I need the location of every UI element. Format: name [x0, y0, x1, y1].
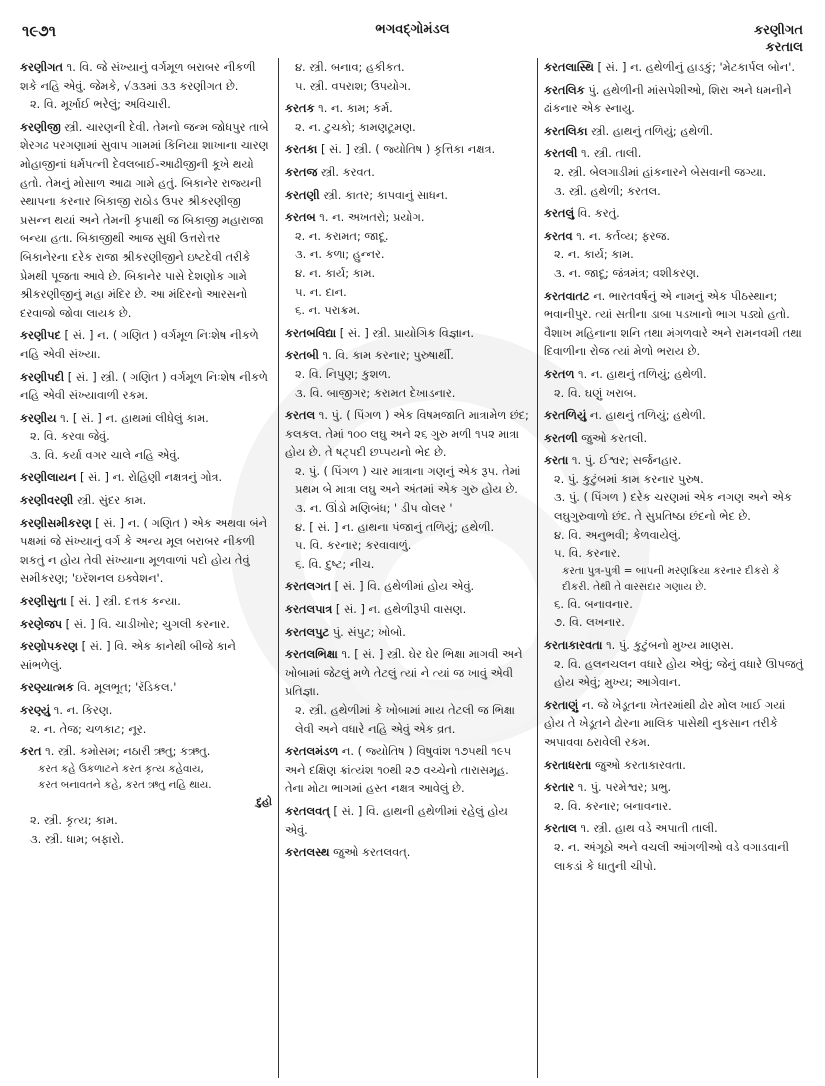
entry-first-line [544, 58, 808, 77]
headword: કરતવાતટ [544, 288, 590, 303]
headword: કરતલિકા [544, 123, 588, 138]
entry-first-line [20, 514, 272, 588]
column-3 [537, 58, 814, 1078]
dictionary-entry [285, 577, 531, 596]
guide-words [754, 22, 803, 56]
headword: કરતા [544, 453, 569, 468]
dictionary-entry [20, 742, 272, 848]
dictionary-entry [285, 843, 531, 862]
dictionary-entry [285, 406, 531, 573]
dictionary-entry [544, 696, 808, 752]
entry-first-line [285, 600, 531, 619]
dictionary-entry [544, 122, 808, 141]
entry-first-line [285, 99, 531, 118]
dictionary-entry [285, 186, 531, 205]
dictionary-entry [285, 324, 531, 343]
sense-item: ૩. સ્ત્રી. ધામ; બફારો. [30, 831, 125, 846]
sense-item: ૨. ન. કરામત; જાદૂ. [295, 228, 389, 243]
sense-item: ૩. ન. ઊંડો મણિબંધ; ' ડીપ વોલર ' [295, 501, 453, 516]
definition-text: જુઓ કરતલવત્. [333, 845, 411, 860]
sense-item: ૨. પું. ( પિંગળ ) ચાર માત્રાના ગણનું એક રૂપ. તેમાં પ્રથમ બે માત્રા લઘુ અને અંતમાં એક ગુરુ હોય છે. [295, 463, 521, 497]
definition-text: જુઓ કરતલી. [581, 430, 648, 445]
dictionary-entry [544, 81, 808, 118]
dictionary-entry [285, 600, 531, 619]
definition-text: [ સં. ] સ્ત્રી. ( જ્યોતિષ ) કૃત્તિકા નક્ષત્ર. [320, 142, 496, 157]
dictionary-entry [544, 227, 808, 283]
definition-text: ૧. સ્ત્રી. હાથ વડે અપાતી તાલી. [580, 821, 718, 836]
headword: કરત [20, 744, 42, 759]
sense-item: ૪. [ સં. ] ન. હાથના પંજાનું તળિયું; હથેળી. [295, 519, 495, 534]
entry-first-line [544, 451, 808, 470]
dictionary-entry [20, 592, 272, 611]
sense-item: ૩. વિ. કર્યા વગર ચાલે નહિ એવું. [30, 447, 181, 462]
sense-item: ૨. ન. ટુચકો; કામણટૂમણ. [295, 119, 416, 134]
headword: કરતલપુટ [285, 624, 330, 639]
headword: કરતળી [544, 430, 578, 445]
sense-item: ૩. ન. કળા; હુન્નર. [295, 247, 385, 262]
definition-text: જુઓ કરતાકારવતા. [594, 757, 686, 772]
definition-text: ૧. પું. પરમેશ્વર; પ્રભુ. [577, 780, 672, 795]
definition-text: ૧. ન. હાથનું તળિયું; હથેળી. [578, 366, 707, 381]
usage-note: કરતા પુત્ર-પુત્રી = બાપની મરણક્રિયા કરનાર દીકરો કે દીકરી. તેથી તે વારસદાર ગણાય છે. [562, 564, 780, 593]
dictionary-entry [544, 756, 808, 775]
definition-text: [ સં. ] ન. ( ગણિત ) એક અથવા બંને પક્ષમાં જે સંખ્યાનું વર્ગ કે અન્ય મૂલ બરાબર નીકળી શકતું ન હોય તેવી સંખ્યાના મૂળવાળાં પદો હોય તેવું સમીકરણ; 'ઇરૅશનલ ઇક્વેશન'. [20, 515, 268, 586]
entry-first-line [285, 742, 531, 798]
definition-text: ૧. સ્ત્રી. કમોસમ; નઠારી ઋતુ; કઋતુ. [45, 744, 211, 759]
quoted-verse-line: કરત બનાવતને કહે, કરત ઋતુ નહિ થાય. [38, 778, 212, 791]
headword: કરતાકારવતા [544, 638, 603, 653]
headword: કરતાણું [544, 697, 579, 712]
definition-text: પું. હથેળીની માંસપેશીઓ, શિરા અને ધમનીને ઢાંકનાર એક સ્નાયુ. [544, 82, 792, 116]
entry-first-line [20, 592, 272, 611]
entry-first-line [20, 118, 272, 323]
entry-first-line [20, 678, 272, 697]
entry-first-line [544, 204, 808, 223]
dictionary-entry [20, 368, 272, 405]
headword: કરણોપકરણ [20, 639, 78, 654]
sense-item: ૨. વિ. ઘણું ખરાબ. [554, 385, 637, 400]
quote-attribution: દુહો [256, 795, 272, 808]
sense-item: ૬. વિ. દુષ્ટ; નીચ. [295, 556, 375, 571]
headword: કરતબ [285, 210, 316, 225]
sense-item: ૫. વિ. કરનાર. [554, 546, 621, 561]
column-1 [14, 58, 278, 1078]
entry-first-line [544, 819, 808, 838]
definition-text: [ સં. ] વિ. હથેળીમાં હોય એવું. [334, 579, 475, 594]
entry-first-line [20, 491, 272, 510]
definition-text: ન. ભારતવર્ષનું એ નામનું એક પીઠસ્થાન; ભવાનીપુર. ત્યાં સતીના ડાબા પડખાનો ભાગ પડ્યો હતો. વૈશાખ મહિનાના શનિ તથા મંગળવારે અને રામનવમી તથા દિવાળીના રોજ ત્યાં મેળો ભરાય છે. [544, 288, 802, 359]
definition-text: [ સં. ] ન. રોહિણી નક્ષત્રનું ગોત્ર. [79, 470, 223, 485]
dictionary-entry [20, 615, 272, 634]
dictionary-entry [285, 163, 531, 182]
dictionary-entry [285, 99, 531, 136]
entry-first-line [544, 287, 808, 361]
headword: કરતલપાત્ર [285, 602, 333, 617]
sense-item: ૪. ન. કાર્ય; કામ. [295, 265, 376, 280]
definition-text: ૧. પું. ( પિંગળ ) એક વિષમજાતિ માત્રામેળ છંદ; કલકલ. તેમાં ૧૦૦ લઘુ અને ૨૬ ગુરુ મળી ૧૫૨ માત્રા હોય છે. તે ષટ્પદી છપ્પયનો ભેદ છે. [285, 408, 529, 460]
sense-item: ૨. સ્ત્રી. બેલગાડીમાં હાંકનારને બેસવાની જગ્યા. [554, 164, 767, 179]
entry-first-line [285, 163, 531, 182]
dictionary-entry [20, 326, 272, 363]
entry-first-line [285, 324, 531, 343]
sense-item: ૫. વિ. કરનાર; કરવાવાળું. [295, 538, 412, 553]
dictionary-entry [20, 514, 272, 588]
headword: કરણ્યાત્મક [20, 680, 74, 695]
definition-text: ૧. વિ. કામ કરનાર; પુરુષાર્થી. [322, 348, 454, 363]
dictionary-entry [20, 409, 272, 465]
sense-item: ૨. વિ. મૂર્ખાઈ ભરેલું; અવિચારી. [30, 97, 171, 112]
definition-text: ૧. વિ. જે સંખ્યાનું વર્ગમૂળ બરાબર નીકળી શકે નહિ એવું. જેમકે, √૩૩માં ૩૩ કરણીગત છે. [20, 60, 256, 93]
definition-text: [ સં. ] ન. હથેળીનું હાડકું; 'મેટકાર્પલ બોન'. [597, 60, 796, 74]
headword: કરતલવત્ [285, 803, 330, 818]
sense-item: ૬. ન. પરાક્રમ. [295, 303, 361, 318]
entry-first-line [20, 701, 272, 720]
headword: કરતલું [544, 206, 575, 221]
headword: કરતલાસ્થિ [544, 60, 594, 74]
sense-item: ૪. સ્ત્રી. બનાવ; હકીકત. [295, 60, 405, 74]
sense-item: ૨. વિ. નિપુણ; કુશળ. [295, 366, 392, 381]
headword: કરતજ [285, 164, 318, 179]
entry-first-line [20, 637, 272, 674]
definition-text: [ સં. ] સ્ત્રી. ( ગણિત ) વર્ગમૂળ નિઃશેષ નીકળે નહિ એવી સંખ્યાવાળી રકમ. [20, 369, 268, 403]
headword: કરણીપદી [20, 369, 65, 384]
definition-text: ન. હાથનું તળિયું; હથેળી. [589, 408, 706, 423]
page-header [0, 0, 825, 54]
headword: કરણીલાયન [20, 470, 77, 485]
dictionary-entry [20, 468, 272, 487]
headword: કરતક [285, 101, 315, 116]
definition-text: ૧. ન. અખતરો; પ્રયોગ. [319, 210, 425, 225]
headword: કરતવ [544, 228, 573, 243]
quoted-verse-line: કરત કહે ઉકળાટને કરત કૃત્ય કહેવાય, [38, 762, 204, 775]
headword: કરતલ [285, 408, 316, 423]
entry-first-line [544, 227, 808, 246]
dictionary-entry [285, 58, 531, 95]
headword: કરતણી [285, 187, 320, 202]
entry-first-line [20, 368, 272, 405]
entry-first-line [20, 326, 272, 363]
column-2 [278, 58, 537, 1078]
dictionary-entry [285, 140, 531, 159]
headword: કરતલિક [544, 82, 585, 97]
entry-first-line [285, 186, 531, 205]
entry-first-line [285, 346, 531, 365]
entry-first-line [285, 802, 531, 839]
definition-text: સ્ત્રી. કાતર; કાપવાનું સાધન. [323, 187, 448, 202]
headword: કરતલભિક્ષા [285, 647, 338, 662]
definition-text: ૧. પું. ઈશ્વર; સર્જનહાર. [571, 453, 682, 468]
headword: કરતલી [544, 146, 578, 161]
entry-first-line [285, 140, 531, 159]
dictionary-entry [544, 451, 808, 632]
sense-item: ૭. વિ. લખનાર. [554, 615, 625, 630]
headword: કરણીપદ [20, 328, 61, 343]
sense-item: ૩. વિ. બાજીગર; કરામત દેખાડનાર. [295, 385, 456, 400]
dictionary-entry [20, 701, 272, 738]
headword: કરણીસમીકરણ [20, 515, 92, 530]
headword: કરણ્યું [20, 703, 51, 717]
definition-text: ૧. ન. કર્તવ્ય; ફરજ. [576, 228, 670, 243]
headword: કરણીય [20, 410, 57, 425]
entry-first-line [544, 144, 808, 163]
definition-text: ૧. ન. કિરણ. [53, 703, 113, 717]
entry-first-line [544, 429, 808, 448]
definition-text: [ સં. ] વિ. એક કાનેથી બીજે કાને સાંભળેલું. [20, 639, 236, 672]
headword: કરતલમંડળ [285, 744, 339, 759]
definition-text: ૧. ન. કામ; કર્મ. [318, 101, 393, 116]
definition-text: ૧. [ સં. ] સ્ત્રી. ઘેર ઘેર ભિક્ષા માગવી અને ખોબામાં જેટલું મળે તેટલું ત્યાં ને ત્યાં જ ખાવું એવી પ્રતિજ્ઞા. [285, 647, 523, 699]
entry-first-line [544, 756, 808, 775]
entry-first-line [544, 365, 808, 384]
entry-first-line [20, 742, 272, 761]
entry-first-line [544, 636, 808, 655]
dictionary-entry [544, 287, 808, 361]
entry-first-line [285, 208, 531, 227]
dictionary-entry [285, 623, 531, 642]
headword: કરતકા [285, 142, 318, 157]
dictionary-entry [285, 802, 531, 839]
sense-item: ૨. સ્ત્રી. કૃત્ય; કામ. [30, 813, 118, 828]
dictionary-entry [544, 636, 808, 692]
entry-first-line [20, 409, 272, 428]
entry-first-line [285, 577, 531, 596]
sense-item: ૨. વિ. કરનાર; બનાવનાર. [554, 798, 672, 813]
dictionary-entry [544, 429, 808, 448]
sense-item: ૨. ન. તેજ; ચળકાટ; નૂર. [30, 721, 147, 736]
entry-first-line [20, 58, 272, 95]
definition-text: ન. ( જ્યોતિષ ) વિષુવાંશ ૧૭૫થી ૧૯૫ અને દક્ષિણ ક્રાંત્યંશ ૧૦થી ૨૭ વચ્ચેનો તારાસમૂહ. તેના મોટા ભાગમાં હસ્ત નક્ષત્ર આવેલું છે. [285, 744, 512, 796]
definition-text: ૧. સ્ત્રી. તાલી. [580, 146, 642, 161]
definition-text: ૧. [ સં. ] ન. હાથમાં લીધેલું કામ. [60, 410, 209, 425]
dictionary-entry [20, 637, 272, 674]
headword: કરતાર [544, 780, 575, 795]
sense-item: ૩. પું. ( પિંગળ ) દરેક ચરણમાં એક નગણ અને એક લઘુગુરુવાળો છંદ. તે સુપ્રતિષ્ઠા છંદનો ભેદ છે. [554, 490, 792, 524]
entry-first-line [285, 623, 531, 642]
definition-text: ન. જે ખેડૂતના ખેતરમાંથી ઢોર મોલ ખાઈ ગયાં હોય તે ખેડૂતને ઢોરના માલિક પાસેથી નુકસાન તરીકે અપાવવા ઠરાવેલી રકમ. [544, 697, 786, 749]
definition-text: સ્ત્રી. કરવત. [320, 164, 375, 179]
entry-first-line [20, 615, 272, 634]
dictionary-entry [20, 491, 272, 510]
sense-item: ૬. વિ. બનાવનાર. [554, 596, 633, 611]
entry-first-line [544, 778, 808, 797]
headword: કરતલસ્થ [285, 845, 330, 860]
guide-word-first: કરણીગત [753, 23, 803, 38]
dictionary-entry [285, 346, 531, 402]
entry-first-line [20, 468, 272, 487]
headword: કરતબવિદ્યા [285, 325, 337, 340]
entry-first-line [285, 645, 531, 701]
definition-text: સ્ત્રી. ચારણની દેવી. તેમનો જન્મ જોધપુર તાબે શેરગઢ પરગણામાં સુવાપ ગામમાં કિનિયા શાખાના ચારણ મોહાજીનાં ધર્મપત્ની દેવલબાઈ-આઢીજીની કૂખે થયો હતો. તેમનું મોસાળ આઢા ગામે હતું. બિકાનેર રાજ્યની સ્થાપના કરનાર બિકાજી રાઠોડ ઉપર શ્રીકરણીજી પ્રસન્ન થયાં અને તેમની કૃપાથી જ બિકાજી મહારાજા બન્યા હતા. બિકાજીથી આજ સુધી ઉત્તરોત્તર બિકાનેરના દરેક રાજા શ્રીકરણીજીને ઇષ્ટદેવી તરીકે પ્રેમથી પૂજતા આવે છે. બિકાનેર પાસે દેશણોક ગામે શ્રીકરણીજીનું મહા મંદિર છે. આ મંદિરનો આરસનો દરવાજો જોવા લાયક છે. [20, 119, 269, 320]
entry-first-line [544, 81, 808, 118]
headword: કરણીજી [20, 119, 61, 134]
sense-item: ૨. સ્ત્રી. હથેળીમાં કે ખોબામાં માય તેટલી જ ભિક્ષા લેવી અને વધારે નહિ એવું એક વ્રત. [295, 703, 515, 736]
dictionary-entry [544, 58, 808, 77]
headword: કરતાધરતા [544, 757, 592, 772]
entry-first-line [544, 122, 808, 141]
entry-first-line [544, 406, 808, 425]
sense-item: ૩. સ્ત્રી. હથેળી; કરતલ. [554, 183, 661, 198]
headword: કરણીસુતા [20, 594, 67, 609]
entry-first-line [544, 696, 808, 752]
definition-text: [ સં. ] સ્ત્રી. દત્તક કન્યા. [70, 594, 181, 609]
headword: કરણીગત [20, 60, 63, 74]
definition-text: [ સં. ] વિ. ચાડીખોર; ચુગલી કરનાર. [65, 616, 230, 631]
dictionary-entry [544, 819, 808, 875]
definition-text: સ્ત્રી. હાથનું તળિયું; હથેળી. [591, 123, 713, 138]
dictionary-entry [285, 645, 531, 738]
sense-item: ૫. સ્ત્રી. વપરાશ; ઉપયોગ. [295, 78, 411, 93]
definition-text: ૧. પું. કુટુંબનો મુખ્ય માણસ. [606, 638, 734, 653]
definition-text: [ સં. ] સ્ત્રી. પ્રાયોગિક વિજ્ઞાન. [339, 325, 475, 340]
dictionary-entry [544, 204, 808, 223]
running-title: ભગવદ્ગોમંડલ [375, 22, 450, 37]
headword: કરણીવરણી [20, 493, 74, 508]
dictionary-entry [544, 778, 808, 815]
page-number: ૧૯૭૧ [22, 22, 57, 40]
headword: કરતાલ [544, 821, 577, 836]
headword: કરતળિયું [544, 408, 587, 423]
headword: કરતળ [544, 366, 575, 381]
definition-text: વિ. મૂલભૂત; 'રૅડિકલ.' [77, 680, 177, 695]
dictionary-entry [20, 58, 272, 114]
entry-first-line [285, 406, 531, 462]
dictionary-entry [544, 144, 808, 200]
dictionary-entry [285, 742, 531, 798]
definition-text: [ સં. ] ન. હથેળીરૂપી વાસણ. [335, 602, 467, 617]
headword: કરણેજપ [20, 616, 63, 631]
definition-text: સ્ત્રી. સુંદર કામ. [76, 493, 147, 508]
definition-text: [ સં. ] ન. ( ગણિત ) વર્ગમૂળ નિઃશેષ નીકળે નહિ એવી સંખ્યા. [20, 328, 259, 361]
dictionary-entry [285, 208, 531, 320]
sense-item: ૨. વિ. હલનચલન વધારે હોય એવું; જેનું વધારે ઊપજતું હોય એવું; મુખ્ય; આગેવાન. [554, 656, 804, 690]
dictionary-entry [544, 365, 808, 402]
entry-first-line [285, 843, 531, 862]
dictionary-entry [20, 118, 272, 323]
dictionary-columns [14, 58, 814, 1078]
sense-item: ૨. વિ. કરવા જેવું. [30, 429, 110, 444]
definition-text: પું. સંપુટ; ખોબો. [332, 624, 406, 639]
sense-item: ૩. ન. જાદૂ; જંત્રમંત્ર; વશીકરણ. [554, 265, 700, 280]
dictionary-entry [20, 678, 272, 697]
sense-item: ૨. ન. અંગૂઠો અને વચલી આંગળીઓ વડે વગાડવાની લાકડાં કે ધાતુની ચીપો. [554, 839, 790, 873]
headword: કરતલગત [285, 579, 331, 594]
sense-item: ૪. વિ. અનુભવી; કેળવાયેલું. [554, 527, 682, 542]
headword: કરતબી [285, 348, 319, 363]
sense-item: ૨. ન. કાર્ય; કામ. [554, 247, 634, 262]
dictionary-entry [544, 406, 808, 425]
sense-item: ૫. ન. દાન. [295, 284, 347, 299]
sense-item: ૨. પું. કુટુંબમાં કામ કરનાર પુરુષ. [554, 471, 704, 486]
guide-word-last: કરતાલ [765, 40, 803, 55]
definition-text: [ સં. ] વિ. હાથની હથેળીમાં રહેલું હોય એવું. [285, 803, 508, 837]
definition-text: વિ. કરતું. [577, 206, 620, 221]
